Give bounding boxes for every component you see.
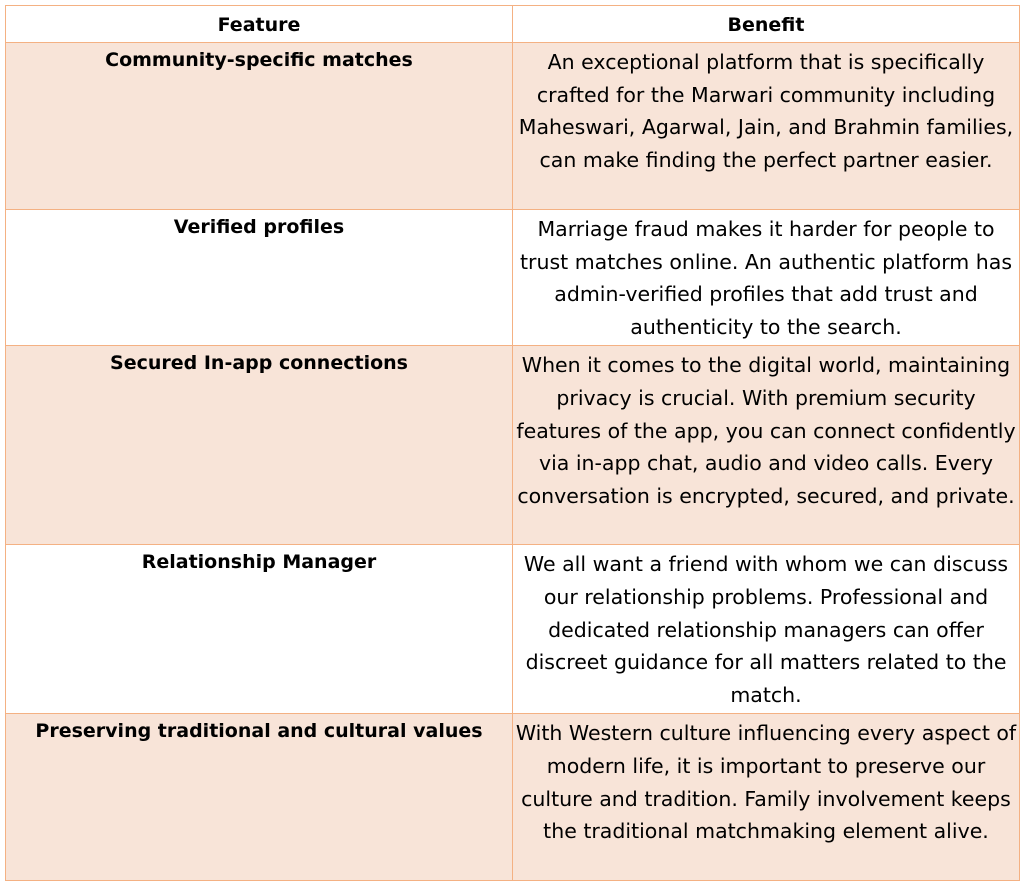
feature-benefit-table-container (5, 5, 1019, 881)
feature-cell: Verified profiles (6, 210, 513, 346)
header-feature: Feature (6, 6, 513, 43)
table-row (6, 545, 1020, 714)
feature-cell: Relationship Manager (6, 545, 513, 714)
feature-benefit-table (5, 5, 1020, 881)
table-row (6, 43, 1020, 210)
benefit-cell: With Western culture influencing every aspect of modern life, it is important to preserve our culture and tradition. Family involvement keeps the traditional matchmaking element alive. (513, 714, 1020, 881)
benefit-cell: Marriage fraud makes it harder for people to trust matches online. An authentic platform has admin-verified profiles that add trust and authenticity to the search. (513, 210, 1020, 346)
benefit-cell: When it comes to the digital world, maintaining privacy is crucial. With premium security features of the app, you can connect confidently via in-app chat, audio and video calls. Every conversation is encrypted, secured, and private. (513, 346, 1020, 545)
benefit-cell: We all want a friend with whom we can discuss our relationship problems. Professional and dedicated relationship managers can offer discreet guidance for all matters related to the match. (513, 545, 1020, 714)
table-row (6, 210, 1020, 346)
feature-cell: Preserving traditional and cultural values (6, 714, 513, 881)
table-row (6, 346, 1020, 545)
benefit-cell: An exceptional platform that is specifically crafted for the Marwari community including Maheswari, Agarwal, Jain, and Brahmin families, can make finding the perfect partner easier. (513, 43, 1020, 210)
header-benefit: Benefit (513, 6, 1020, 43)
table-row (6, 714, 1020, 881)
feature-cell: Community-specific matches (6, 43, 513, 210)
feature-cell: Secured In-app connections (6, 346, 513, 545)
table-header-row (6, 6, 1020, 43)
